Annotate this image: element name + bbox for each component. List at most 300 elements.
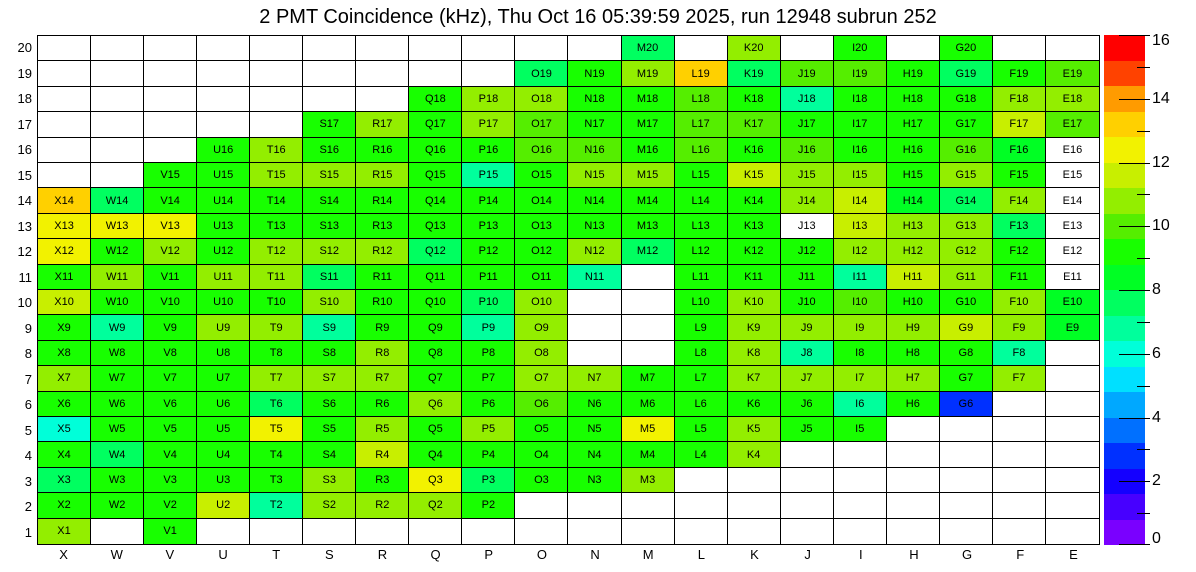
- heatmap-cell: U12: [197, 239, 250, 264]
- heatmap-cell: H16: [887, 138, 940, 163]
- heatmap-cell: [515, 36, 568, 61]
- y-axis-label: 8: [24, 346, 32, 361]
- colorbar-band: [1104, 494, 1145, 520]
- heatmap-cell: Q10: [409, 290, 462, 315]
- heatmap-cell: [1046, 442, 1099, 467]
- heatmap-cell: G17: [940, 112, 993, 137]
- heatmap-cell: F12: [993, 239, 1046, 264]
- heatmap-cell: S4: [303, 442, 356, 467]
- heatmap-cell: G13: [940, 214, 993, 239]
- y-axis-label: 14: [17, 193, 32, 208]
- heatmap-cell: N14: [568, 188, 621, 213]
- heatmap-cell: S5: [303, 417, 356, 442]
- heatmap-cell: N12: [568, 239, 621, 264]
- colorbar-band: [1104, 316, 1145, 342]
- heatmap-cell: T4: [250, 442, 303, 467]
- heatmap-cell: X14: [38, 188, 91, 213]
- heatmap-cell: [38, 112, 91, 137]
- heatmap-cell: G11: [940, 265, 993, 290]
- heatmap-cell: [409, 519, 462, 544]
- colorbar-band: [1104, 392, 1145, 418]
- heatmap-cell: [38, 87, 91, 112]
- y-axis-label: 12: [17, 244, 32, 259]
- y-axis-label: 20: [17, 40, 32, 55]
- heatmap-cell: [834, 468, 887, 493]
- heatmap-cell: N18: [568, 87, 621, 112]
- heatmap-cell: Q6: [409, 392, 462, 417]
- heatmap-cell: H6: [887, 392, 940, 417]
- heatmap-cell: [622, 519, 675, 544]
- heatmap-cell: M20: [622, 36, 675, 61]
- heatmap-cell: V5: [144, 417, 197, 442]
- heatmap-cell: G8: [940, 341, 993, 366]
- heatmap-cell: J10: [781, 290, 834, 315]
- heatmap-cell: W5: [91, 417, 144, 442]
- colorbar-tick-label: 4: [1152, 408, 1161, 426]
- heatmap-cell: J15: [781, 163, 834, 188]
- heatmap-cell: R10: [356, 290, 409, 315]
- x-axis-label: V: [165, 547, 175, 562]
- heatmap-cell: W4: [91, 442, 144, 467]
- heatmap-cell: Q4: [409, 442, 462, 467]
- heatmap-cell: [887, 417, 940, 442]
- heatmap-cell: P2: [462, 493, 515, 518]
- heatmap-cell: M15: [622, 163, 675, 188]
- heatmap-cell: J14: [781, 188, 834, 213]
- heatmap-cell: [622, 493, 675, 518]
- x-axis-label: J: [804, 547, 811, 562]
- heatmap-cell: F7: [993, 366, 1046, 391]
- heatmap-cell: [303, 519, 356, 544]
- heatmap-cell: U7: [197, 366, 250, 391]
- heatmap-cell: [144, 87, 197, 112]
- heatmap-cell: V13: [144, 214, 197, 239]
- y-axis-label: 9: [24, 320, 32, 336]
- heatmap-cell: [409, 36, 462, 61]
- heatmap-cell: H11: [887, 265, 940, 290]
- heatmap-cell: Q7: [409, 366, 462, 391]
- heatmap-cell: [675, 468, 728, 493]
- heatmap-cell: O14: [515, 188, 568, 213]
- heatmap-cell: [993, 36, 1046, 61]
- heatmap-cell: L4: [675, 442, 728, 467]
- heatmap-cell: K18: [728, 87, 781, 112]
- heatmap-cell: [675, 493, 728, 518]
- colorbar-band: [1104, 163, 1145, 189]
- colorbar-band: [1104, 367, 1145, 393]
- x-axis-label: Q: [430, 547, 441, 562]
- heatmap-cell: X13: [38, 214, 91, 239]
- heatmap-cell: R12: [356, 239, 409, 264]
- heatmap-cell: X6: [38, 392, 91, 417]
- heatmap-cell: L19: [675, 61, 728, 86]
- heatmap-cell: U6: [197, 392, 250, 417]
- heatmap-cell: T16: [250, 138, 303, 163]
- heatmap-cell: S6: [303, 392, 356, 417]
- heatmap-cell: [91, 163, 144, 188]
- heatmap-cell: E13: [1046, 214, 1099, 239]
- colorbar-band: [1104, 86, 1145, 112]
- heatmap-cell: O15: [515, 163, 568, 188]
- heatmap-cell: N6: [568, 392, 621, 417]
- heatmap-grid: [37, 35, 1100, 545]
- heatmap-cell: X8: [38, 341, 91, 366]
- heatmap-cell: L8: [675, 341, 728, 366]
- heatmap-cell: T2: [250, 493, 303, 518]
- heatmap-cell: [409, 61, 462, 86]
- heatmap-cell: W11: [91, 265, 144, 290]
- y-axis-label: 7: [24, 371, 32, 387]
- heatmap-cell: F19: [993, 61, 1046, 86]
- y-axis-label: 2: [24, 499, 32, 514]
- colorbar-band: [1104, 214, 1145, 240]
- heatmap-cell: [887, 442, 940, 467]
- heatmap-cell: [303, 87, 356, 112]
- heatmap-cell: O6: [515, 392, 568, 417]
- heatmap-cell: H18: [887, 87, 940, 112]
- colorbar-tick-label: 8: [1152, 281, 1161, 298]
- heatmap-cell: N15: [568, 163, 621, 188]
- heatmap-cell: [1046, 493, 1099, 518]
- heatmap-cell: [1046, 36, 1099, 61]
- heatmap-cell: P9: [462, 315, 515, 340]
- heatmap-cell: F11: [993, 265, 1046, 290]
- heatmap-cell: T8: [250, 341, 303, 366]
- heatmap-cell: [940, 417, 993, 442]
- heatmap-cell: J12: [781, 239, 834, 264]
- heatmap-cell: R13: [356, 214, 409, 239]
- heatmap-cell: [728, 519, 781, 544]
- heatmap-cell: W9: [91, 315, 144, 340]
- heatmap-cell: H17: [887, 112, 940, 137]
- heatmap-cell: J9: [781, 315, 834, 340]
- heatmap-cell: K14: [728, 188, 781, 213]
- heatmap-cell: [834, 493, 887, 518]
- x-axis-label: T: [272, 547, 281, 562]
- heatmap-cell: [887, 519, 940, 544]
- heatmap-cell: [356, 87, 409, 112]
- y-axis-label: 17: [17, 116, 32, 132]
- heatmap-cell: G7: [940, 366, 993, 391]
- y-axis-label: 3: [24, 473, 32, 489]
- heatmap-cell: [197, 61, 250, 86]
- heatmap-cell: M16: [622, 138, 675, 163]
- heatmap-cell: U11: [197, 265, 250, 290]
- heatmap-cell: [303, 36, 356, 61]
- heatmap-cell: H14: [887, 188, 940, 213]
- heatmap-cell: I16: [834, 138, 887, 163]
- heatmap-cell: [834, 442, 887, 467]
- heatmap-cell: [250, 87, 303, 112]
- heatmap-cell: V6: [144, 392, 197, 417]
- heatmap-cell: J13: [781, 214, 834, 239]
- heatmap-cell: [675, 36, 728, 61]
- heatmap-cell: F17: [993, 112, 1046, 137]
- heatmap-cell: X5: [38, 417, 91, 442]
- heatmap-cell: P4: [462, 442, 515, 467]
- heatmap-cell: [144, 112, 197, 137]
- heatmap-cell: Q18: [409, 87, 462, 112]
- heatmap-cell: [940, 493, 993, 518]
- heatmap-cell: G20: [940, 36, 993, 61]
- heatmap-cell: R2: [356, 493, 409, 518]
- x-axis-label: G: [962, 547, 973, 562]
- heatmap-cell: [197, 112, 250, 137]
- heatmap-cell: S12: [303, 239, 356, 264]
- heatmap-cell: E14: [1046, 188, 1099, 213]
- heatmap-cell: U16: [197, 138, 250, 163]
- heatmap-cell: X11: [38, 265, 91, 290]
- heatmap-cell: Q16: [409, 138, 462, 163]
- heatmap-cell: [728, 493, 781, 518]
- heatmap-cell: K15: [728, 163, 781, 188]
- heatmap-cell: H7: [887, 366, 940, 391]
- heatmap-cell: [250, 112, 303, 137]
- heatmap-cell: I18: [834, 87, 887, 112]
- heatmap-cell: L9: [675, 315, 728, 340]
- heatmap-cell: K4: [728, 442, 781, 467]
- heatmap-cell: F18: [993, 87, 1046, 112]
- heatmap-cell: R9: [356, 315, 409, 340]
- heatmap-cell: K10: [728, 290, 781, 315]
- y-axis-label: 11: [18, 269, 32, 285]
- heatmap-cell: J19: [781, 61, 834, 86]
- heatmap-cell: H10: [887, 290, 940, 315]
- heatmap-cell: J6: [781, 392, 834, 417]
- heatmap-cell: [568, 341, 621, 366]
- heatmap-cell: [1046, 366, 1099, 391]
- heatmap-cell: U9: [197, 315, 250, 340]
- colorbar-band: [1104, 137, 1145, 163]
- heatmap-cell: [1046, 392, 1099, 417]
- heatmap-cell: O16: [515, 138, 568, 163]
- heatmap-cell: [622, 290, 675, 315]
- heatmap-cell: K7: [728, 366, 781, 391]
- heatmap-cell: S16: [303, 138, 356, 163]
- heatmap-cell: [993, 442, 1046, 467]
- heatmap-cell: N7: [568, 366, 621, 391]
- heatmap-cell: M17: [622, 112, 675, 137]
- heatmap-cell: T10: [250, 290, 303, 315]
- colorbar-tick-label: 12: [1152, 153, 1170, 171]
- heatmap-cell: [1046, 341, 1099, 366]
- heatmap-cell: F13: [993, 214, 1046, 239]
- y-axis-label: 4: [24, 448, 32, 463]
- heatmap-cell: K16: [728, 138, 781, 163]
- heatmap-cell: [91, 138, 144, 163]
- heatmap-cell: K8: [728, 341, 781, 366]
- x-axis-label: L: [697, 547, 705, 562]
- page-title: 2 PMT Coincidence (kHz), Thu Oct 16 05:39:59 2025, run 12948 subrun 252: [259, 6, 937, 28]
- heatmap-cell: E9: [1046, 315, 1099, 340]
- y-axis-label: 13: [17, 218, 32, 234]
- heatmap-cell: [515, 519, 568, 544]
- heatmap-cell: P13: [462, 214, 515, 239]
- heatmap-cell: U3: [197, 468, 250, 493]
- heatmap-cell: I13: [834, 214, 887, 239]
- heatmap-cell: O10: [515, 290, 568, 315]
- heatmap-cell: N19: [568, 61, 621, 86]
- heatmap-cell: L16: [675, 138, 728, 163]
- heatmap-cell: Q13: [409, 214, 462, 239]
- heatmap-cell: [38, 61, 91, 86]
- colorbar-band: [1104, 443, 1145, 469]
- heatmap-cell: [91, 36, 144, 61]
- colorbar: [1104, 35, 1145, 545]
- heatmap-cell: [781, 468, 834, 493]
- heatmap-cell: E10: [1046, 290, 1099, 315]
- heatmap-cell: [197, 36, 250, 61]
- heatmap-cell: [303, 61, 356, 86]
- heatmap-cell: [38, 163, 91, 188]
- heatmap-cell: P16: [462, 138, 515, 163]
- heatmap-cell: M5: [622, 417, 675, 442]
- colorbar-tick-label: 0: [1152, 530, 1161, 547]
- heatmap-cell: R15: [356, 163, 409, 188]
- heatmap-cell: G10: [940, 290, 993, 315]
- heatmap-cell: I14: [834, 188, 887, 213]
- heatmap-cell: [568, 36, 621, 61]
- heatmap-cell: [781, 442, 834, 467]
- heatmap-cell: E11: [1046, 265, 1099, 290]
- heatmap-cell: [887, 493, 940, 518]
- heatmap-cell: [1046, 519, 1099, 544]
- heatmap-cell: Q2: [409, 493, 462, 518]
- heatmap-cell: J5: [781, 417, 834, 442]
- heatmap-cell: Q5: [409, 417, 462, 442]
- heatmap-cell: [38, 138, 91, 163]
- heatmap-cell: [940, 442, 993, 467]
- heatmap-cell: I9: [834, 315, 887, 340]
- heatmap-cell: T6: [250, 392, 303, 417]
- heatmap-cell: P5: [462, 417, 515, 442]
- heatmap-cell: S14: [303, 188, 356, 213]
- heatmap-cell: [91, 519, 144, 544]
- colorbar-tick-label: 10: [1152, 217, 1170, 235]
- heatmap-cell: U8: [197, 341, 250, 366]
- colorbar-band: [1104, 188, 1145, 214]
- y-axis-label: 6: [24, 397, 32, 412]
- heatmap-cell: [197, 87, 250, 112]
- heatmap-cell: X4: [38, 442, 91, 467]
- heatmap-cell: X2: [38, 493, 91, 518]
- heatmap-cell: W14: [91, 188, 144, 213]
- heatmap-cell: E19: [1046, 61, 1099, 86]
- heatmap-cell: R8: [356, 341, 409, 366]
- heatmap-cell: K12: [728, 239, 781, 264]
- heatmap-cell: E18: [1046, 87, 1099, 112]
- heatmap-cell: I12: [834, 239, 887, 264]
- y-axis-label: 5: [24, 422, 32, 438]
- heatmap-cell: V15: [144, 163, 197, 188]
- heatmap-cell: [940, 519, 993, 544]
- heatmap-cell: V8: [144, 341, 197, 366]
- heatmap-cell: [622, 341, 675, 366]
- heatmap-cell: R11: [356, 265, 409, 290]
- heatmap-cell: G14: [940, 188, 993, 213]
- heatmap-cell: M4: [622, 442, 675, 467]
- heatmap-cell: I20: [834, 36, 887, 61]
- x-axis-label: H: [909, 547, 919, 562]
- heatmap-cell: [568, 315, 621, 340]
- heatmap-cell: L14: [675, 188, 728, 213]
- heatmap-cell: T9: [250, 315, 303, 340]
- heatmap-cell: L5: [675, 417, 728, 442]
- heatmap-cell: O5: [515, 417, 568, 442]
- heatmap-cell: W12: [91, 239, 144, 264]
- heatmap-cell: J7: [781, 366, 834, 391]
- heatmap-cell: U14: [197, 188, 250, 213]
- heatmap-cell: O7: [515, 366, 568, 391]
- heatmap-cell: M3: [622, 468, 675, 493]
- heatmap-cell: N4: [568, 442, 621, 467]
- heatmap-cell: S2: [303, 493, 356, 518]
- heatmap-cell: R4: [356, 442, 409, 467]
- heatmap-cell: L11: [675, 265, 728, 290]
- heatmap-cell: P15: [462, 163, 515, 188]
- y-axis-label: 1: [24, 524, 32, 540]
- colorbar-band: [1104, 61, 1145, 87]
- heatmap-cell: L6: [675, 392, 728, 417]
- heatmap-cell: Q17: [409, 112, 462, 137]
- heatmap-cell: V9: [144, 315, 197, 340]
- heatmap-cell: [887, 468, 940, 493]
- heatmap-cell: [144, 36, 197, 61]
- heatmap-cell: S8: [303, 341, 356, 366]
- heatmap-cell: [462, 61, 515, 86]
- heatmap-cell: K9: [728, 315, 781, 340]
- heatmap-cell: [834, 519, 887, 544]
- x-axis-label: S: [324, 547, 334, 562]
- heatmap-cell: X10: [38, 290, 91, 315]
- heatmap-cell: R6: [356, 392, 409, 417]
- x-axis: [37, 547, 1100, 567]
- heatmap-cell: S7: [303, 366, 356, 391]
- heatmap-cell: R7: [356, 366, 409, 391]
- heatmap-cell: [781, 36, 834, 61]
- heatmap-cell: S10: [303, 290, 356, 315]
- colorbar-band: [1104, 239, 1145, 265]
- heatmap-cell: V14: [144, 188, 197, 213]
- x-axis-label: W: [110, 547, 123, 562]
- heatmap-cell: G16: [940, 138, 993, 163]
- heatmap-cell: W3: [91, 468, 144, 493]
- heatmap-cell: P3: [462, 468, 515, 493]
- heatmap-cell: [993, 392, 1046, 417]
- heatmap-cell: L15: [675, 163, 728, 188]
- heatmap-cell: O9: [515, 315, 568, 340]
- heatmap-cell: [993, 417, 1046, 442]
- heatmap-cell: O12: [515, 239, 568, 264]
- heatmap-cell: K11: [728, 265, 781, 290]
- heatmap-cell: J17: [781, 112, 834, 137]
- x-axis-label: M: [642, 547, 654, 562]
- heatmap-cell: W6: [91, 392, 144, 417]
- heatmap-cell: I7: [834, 366, 887, 391]
- heatmap-cell: P11: [462, 265, 515, 290]
- heatmap-cell: T11: [250, 265, 303, 290]
- heatmap-cell: H19: [887, 61, 940, 86]
- heatmap-cell: E15: [1046, 163, 1099, 188]
- heatmap-cell: G12: [940, 239, 993, 264]
- heatmap-cell: [622, 265, 675, 290]
- y-axis-label: 10: [17, 295, 32, 310]
- heatmap-cell: S13: [303, 214, 356, 239]
- heatmap-cell: Q15: [409, 163, 462, 188]
- heatmap-cell: J11: [781, 265, 834, 290]
- heatmap-cell: V12: [144, 239, 197, 264]
- heatmap-cell: E17: [1046, 112, 1099, 137]
